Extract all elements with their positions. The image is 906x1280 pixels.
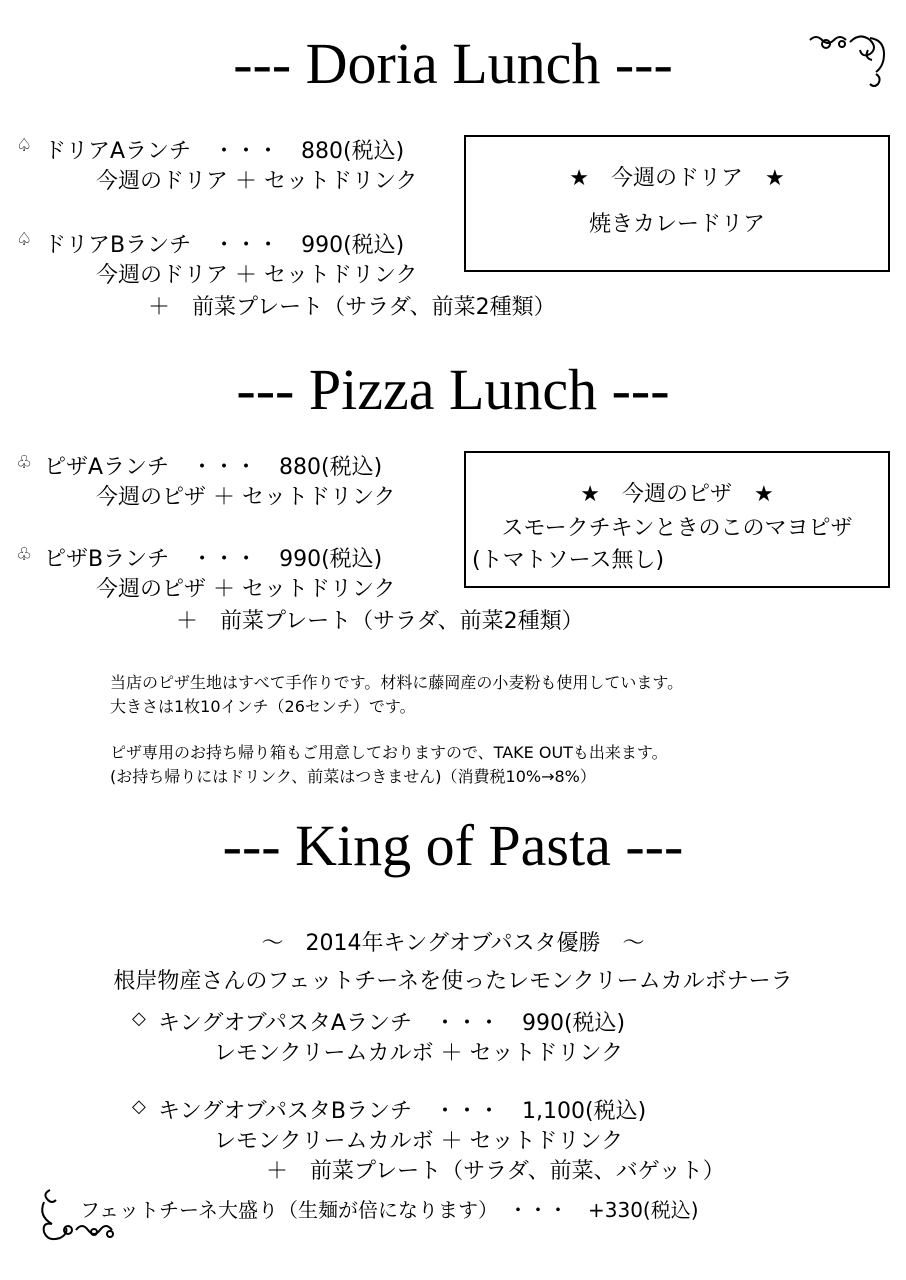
pasta-b-bullet: ◇	[132, 1096, 146, 1117]
pasta-a-detail: レモンクリームカルボ ＋ セットドリンク	[214, 1041, 624, 1066]
pizza-a-item: ピザAランチ ・・・ 880(税込)	[44, 455, 383, 480]
weekly-doria-name: 焼きカレードリア	[588, 212, 765, 237]
pasta-b-detail: レモンクリームカルボ ＋ セットドリンク	[214, 1129, 624, 1154]
pizza-b-bullet: ♧	[16, 544, 33, 565]
pizza-note-size: 大きさは1枚10インチ（26センチ）です。	[110, 697, 416, 716]
doria-b-item: ドリアBランチ ・・・ 990(税込)	[44, 233, 405, 258]
weekly-doria-heading: ★ 今週のドリア ★	[569, 166, 785, 191]
pizza-section-title: --- Pizza Lunch ---	[236, 357, 670, 422]
weekly-pizza-note: (トマトソース無し)	[472, 548, 665, 573]
pasta-b-item: キングオブパスタBランチ ・・・ 1,100(税込)	[158, 1099, 647, 1124]
pasta-b-detail-extra: ＋ 前菜プレート（サラダ、前菜、バゲット）	[266, 1159, 725, 1184]
pasta-a-item: キングオブパスタAランチ ・・・ 990(税込)	[158, 1011, 626, 1036]
pasta-award: ～ 2014年キングオブパスタ優勝 ～	[261, 931, 645, 956]
doria-a-bullet: ♤	[16, 135, 33, 156]
pasta-extra-large-option: フェットチーネ大盛り（生麺が倍になります） ・・・ +330(税込)	[80, 1198, 699, 1222]
doria-b-bullet: ♤	[16, 229, 33, 250]
doria-b-detail-extra: ＋ 前菜プレート（サラダ、前菜2種類）	[148, 295, 556, 320]
pizza-b-item: ピザBランチ ・・・ 990(税込)	[44, 547, 383, 572]
pasta-section-title: --- King of Pasta ---	[222, 813, 684, 878]
weekly-doria-box	[464, 135, 890, 272]
pizza-b-detail: 今週のピザ ＋ セットドリンク	[96, 577, 396, 602]
doria-section-title: --- Doria Lunch ---	[233, 31, 673, 96]
weekly-pizza-box	[464, 451, 890, 588]
doria-a-detail: 今週のドリア ＋ セットドリンク	[96, 169, 418, 194]
pasta-a-bullet: ◇	[132, 1008, 146, 1029]
swirl-ornament-bottom-left	[36, 1186, 126, 1248]
weekly-pizza-heading: ★ 今週のピザ ★	[580, 482, 774, 507]
doria-a-item: ドリアAランチ ・・・ 880(税込)	[44, 139, 405, 164]
pizza-note-takeout: ピザ専用のお持ち帰り箱もご用意しておりますので、TAKE OUTも出来ます。	[110, 743, 668, 762]
weekly-pizza-name: スモークチキンときのこのマヨピザ	[501, 516, 853, 541]
pizza-note-takeout-detail: (お持ち帰りにはドリンク、前菜はつきません)（消費税10%→8%）	[110, 767, 596, 786]
pizza-b-detail-extra: ＋ 前菜プレート（サラダ、前菜2種類）	[176, 609, 584, 634]
pizza-note-dough: 当店のピザ生地はすべて手作りです。材料に藤岡産の小麦粉も使用しています。	[110, 673, 684, 692]
pasta-description: 根岸物産さんのフェットチーネを使ったレモンクリームカルボナーラ	[113, 969, 793, 994]
pizza-a-bullet: ♧	[16, 452, 33, 473]
pizza-a-detail: 今週のピザ ＋ セットドリンク	[96, 485, 396, 510]
doria-b-detail: 今週のドリア ＋ セットドリンク	[96, 263, 418, 288]
